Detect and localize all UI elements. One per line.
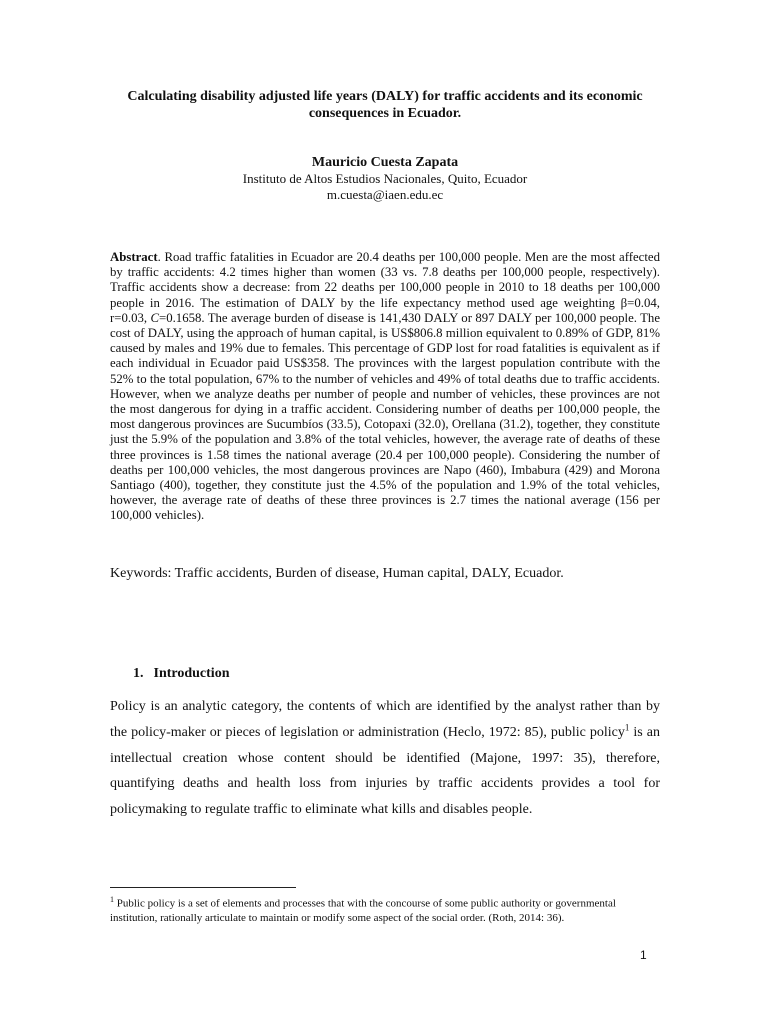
- abstract-text-part1: . Road traffic fatalities in Ecuador are 20.4 deaths per 100,000 people. Men are the most affected by traffic accidents: 4.2 times higher than women (33 vs. 7.8 deaths per 100,000 people, respectively). Traffic accidents show a decrease: from 22 deaths per 100,000 people in 2010 to 18 deaths per 100,000 people in 2016. The estimation of DALY by the life expectancy method used age weighting β=0.04, r=0.03,: [110, 250, 660, 325]
- footnote-reference[interactable]: 1: [624, 722, 630, 733]
- abstract-text-part2: =0.1658. The average burden of disease is 141,430 DALY or 897 DALY per 100,000 people. The cost of DALY, using the approach of human capital, is US$806.8 million equivalent to 0.89% of GDP, 81% caused by males and 19% due to females. This percentage of GDP lost for road fatalities is equivalent as if each individual in Ecuador paid US$358. The provinces with the largest population contribute with the 52% to the total population, 67% to the number of vehicles and 49% of total deaths due to traffic accidents. However, when we analyze deaths per number of people and number of vehicles, these provinces are not the most dangerous for dying in a traffic accident. Considering number of deaths per 100,000 people, the most dangerous provinces are Sucumbíos (33.5), Cotopaxi (32.0), Orellana (31.2), together, they constitute just the 5.9% of the population and 3.8% of the total vehicles, however, the average rate of deaths of these three provinces is 1.58 times the national average (20.4 per 100,000 people). Considering the number of deaths per 100,000 vehicles, the most dangerous provinces are Napo (460), Imbabura (429) and Morona Santiago (400), together, they constitute just the 4.5% of the population and 1.9% of the total vehicles, however, the average rate of deaths of these three provinces is 2.7 times the national average (156 per 100,000 vehicles).: [110, 310, 660, 523]
- paper-title: Calculating disability adjusted life years (DALY) for traffic accidents and its economic consequences in Ecuador.: [127, 89, 643, 121]
- keywords: Keywords: Traffic accidents, Burden of disease, Human capital, DALY, Ecuador.: [110, 566, 564, 581]
- abstract-label: Abstract: [110, 250, 158, 264]
- author-email: m.cuesta@iaen.edu.ec: [326, 187, 444, 202]
- section-heading: [133, 665, 229, 682]
- intro-text-b: is an intellectual creation whose content should be identified (Majone, 1997: 35), therefore, quantifying deaths and health loss from injuries by traffic accidents provides a tool for policymaking to regulate traffic to eliminate what kills and disables people.: [110, 724, 660, 818]
- intro-text-a: Policy is an analytic category, the contents of which are identified by the analyst rather than by the policy-maker or pieces of legislation or administration (Heclo, 1972: 85), public policy: [110, 699, 660, 740]
- page-number: 1: [640, 948, 647, 962]
- author-affiliation: Instituto de Altos Estudios Nacionales, Quito, Ecuador: [242, 171, 528, 186]
- abstract-c-symbol: C: [150, 310, 159, 325]
- footnote: [110, 893, 660, 925]
- footnote-divider: [110, 887, 296, 888]
- abstract: [110, 250, 660, 524]
- section-number: 1.: [133, 666, 144, 681]
- section-title: Introduction: [153, 666, 230, 681]
- footnote-mark: 1: [110, 895, 114, 904]
- introduction-paragraph: [110, 694, 660, 823]
- footnote-text: Public policy is a set of elements and processes that with the concourse of some public authority or governmental institution, rationally articulate to maintain or modify some aspect of the social order. (Roth, 2014: 36).: [110, 897, 616, 924]
- author-name: Mauricio Cuesta Zapata: [311, 155, 459, 170]
